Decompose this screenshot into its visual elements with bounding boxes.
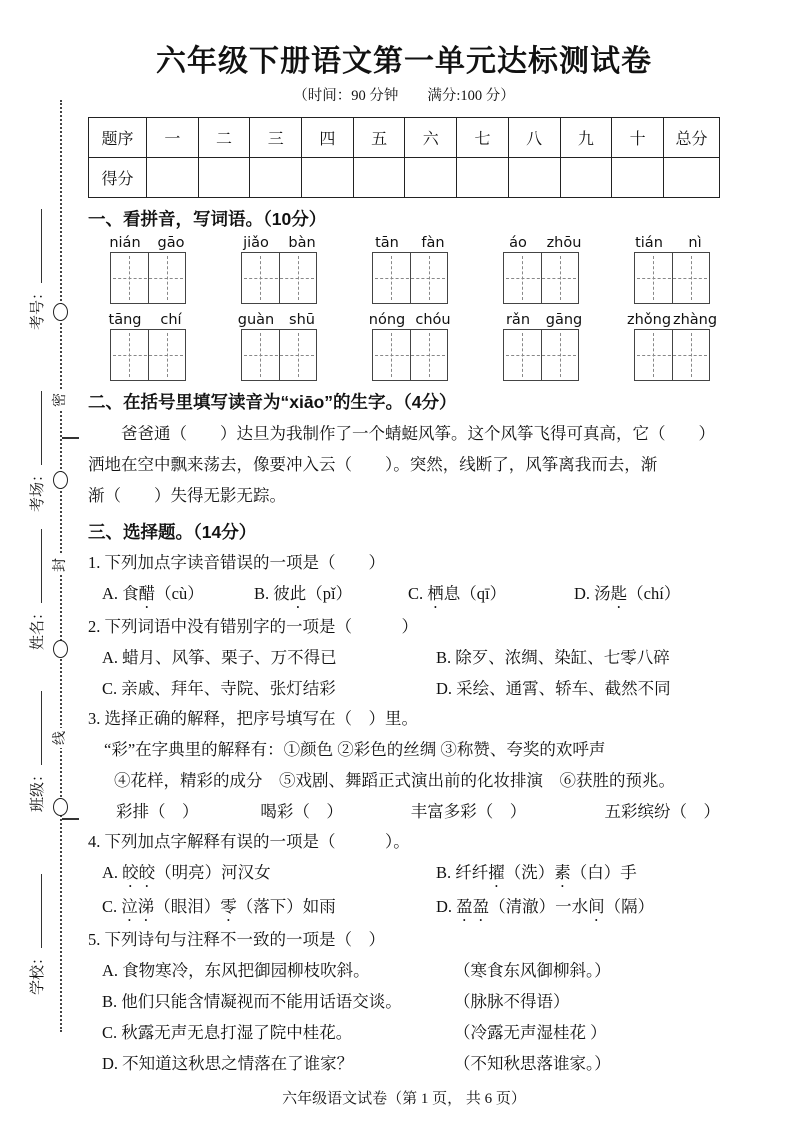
pinyin-label: [626, 312, 718, 328]
option-row: [88, 986, 720, 1017]
option-cell: C. 泣涕（眼泪）零（落下）如雨: [102, 897, 336, 916]
option-cell: D. 采绘、通霄、轿车、截然不同: [436, 679, 671, 698]
pinyin-word-group: [495, 312, 587, 381]
pinyin-word-group: [626, 235, 718, 304]
score-cell-empty: [302, 158, 354, 198]
option-cell: D. 不知道这秋思之情落在了谁家？: [102, 1054, 354, 1073]
writing-cell: [111, 330, 148, 380]
writing-cell: [242, 330, 279, 380]
write-line: [29, 529, 42, 603]
score-cell-empty: [612, 158, 664, 198]
question-stem: 3. 选择正确的解释，把序号填写在（ ）里。: [88, 709, 418, 728]
writing-cell: [279, 253, 317, 303]
binding-circle-icon: [53, 471, 68, 489]
question-stem: 4. 下列加点字解释有误的一项是（ ）。: [88, 832, 410, 851]
paper-title: 六年级下册语文第一单元达标测试卷: [156, 45, 652, 78]
write-line: [29, 391, 42, 465]
question-stem: 5. 下列诗句与注释不一致的一项是（ ）: [88, 930, 385, 949]
pinyin-syllable: jiǎo: [243, 235, 269, 251]
pinyin-syllable: zhàng: [672, 312, 718, 328]
option-cell: D. 盈盈（清澈）一水间（隔）: [436, 897, 655, 916]
section-pinyin: [88, 206, 720, 381]
writing-box: [372, 329, 448, 381]
pinyin-label: [102, 235, 194, 251]
option-cell: （冷露无声湿桂花 ）: [454, 1023, 607, 1042]
side-field-4: [26, 642, 46, 812]
option-cell: C. 秋露无声无息打湿了院中桂花。: [102, 1023, 353, 1042]
pinyin-label: [495, 235, 587, 251]
writing-cell: [373, 253, 410, 303]
binding-line-char: 封: [51, 555, 71, 575]
score-table-header-cell: 七: [457, 118, 509, 158]
binding-circle-icon: [53, 640, 68, 658]
score-table-header-cell: 一: [147, 118, 199, 158]
pinyin-label: [364, 312, 456, 328]
section1-heading: 一、看拼音，写词语。（10分）: [88, 209, 327, 229]
option-cell: 五彩缤纷（ ）: [604, 802, 720, 821]
score-table-header-cell: 总分: [664, 118, 720, 158]
pinyin-label: [233, 312, 325, 328]
writing-box: [503, 252, 579, 304]
writing-cell: [635, 253, 672, 303]
option-cell: C. 亲戚、拜年、寺院、张灯结彩: [102, 679, 336, 698]
writing-cell: [148, 253, 186, 303]
writing-box: [634, 252, 710, 304]
side-field-label: 学校：: [30, 949, 46, 995]
pinyin-syllable: gāo: [157, 235, 185, 251]
score-cell-empty: [508, 158, 560, 198]
writing-cell: [279, 330, 317, 380]
pinyin-syllable: tān: [375, 235, 399, 251]
score-table-header-cell: 二: [198, 118, 250, 158]
writing-box: [372, 252, 448, 304]
pinyin-syllable: fàn: [421, 235, 445, 251]
writing-cell: [672, 330, 710, 380]
option-row: [88, 857, 720, 891]
pinyin-word-group: [102, 235, 194, 304]
writing-box: [110, 329, 186, 381]
section-choice: [88, 519, 720, 1079]
pinyin-word-group: [495, 235, 587, 304]
writing-box: [241, 252, 317, 304]
option-cell: A. 皎皎（明亮）河汉女: [102, 863, 271, 882]
option-cell: A. 食物寒冷，东风把御园柳枝吹斜。: [102, 961, 370, 980]
score-table: [88, 117, 720, 198]
option-cell: A. 蜡月、风筝、栗子、万不得已: [102, 648, 337, 667]
score-row-label: 得分: [89, 158, 147, 198]
score-table-header-cell: 四: [302, 118, 354, 158]
score-cell-empty: [198, 158, 250, 198]
binding-circle-icon: [53, 303, 68, 321]
option-row: [88, 642, 720, 673]
pinyin-label: [495, 312, 587, 328]
question-body-line: ④花样，精彩的成分 ⑤戏剧、舞蹈正式演出前的化妆排演 ⑥获胜的预兆。: [114, 771, 675, 790]
option-row: [88, 578, 720, 612]
option-cell: （不知秋思落谁家。）: [454, 1054, 611, 1073]
question-3: [88, 704, 720, 827]
pinyin-word-group: [364, 312, 456, 381]
writing-cell: [635, 330, 672, 380]
paragraph-line: 爸爸通（ ）达旦为我制作了一个蜻蜓风筝。这个风筝飞得可真高，它（ ）: [121, 424, 715, 443]
pinyin-label: [102, 312, 194, 328]
question-stem: 1. 下列加点字读音错误的一项是（ ）: [88, 553, 385, 572]
writing-box: [503, 329, 579, 381]
score-table-header-cell: 十: [612, 118, 664, 158]
side-field-label: 考号：: [30, 284, 46, 330]
pinyin-syllable: chóu: [415, 312, 451, 328]
pinyin-word-group: [102, 312, 194, 381]
pinyin-label: [626, 235, 718, 251]
pinyin-syllable: nóng: [368, 312, 406, 328]
writing-box: [110, 252, 186, 304]
option-cell: B. 他们只能含情凝视而不能用话语交谈。: [102, 992, 402, 1011]
option-row: [88, 1048, 720, 1079]
side-field-label: 考场：: [30, 466, 46, 512]
option-cell: D. 汤匙（chí）: [574, 584, 681, 603]
score-cell-empty: [560, 158, 612, 198]
question-body-line: “彩”在字典里的解释有：①颜色 ②彩色的丝绸 ③称赞、夸奖的欢呼声: [104, 740, 606, 759]
pinyin-label: [233, 235, 325, 251]
writing-cell: [111, 253, 148, 303]
question-stem: 2. 下列词语中没有错别字的一项是（ ）: [88, 617, 418, 636]
pinyin-row: [88, 235, 720, 304]
pinyin-syllable: rǎn: [505, 312, 531, 328]
write-line: [29, 874, 42, 948]
writing-cell: [410, 253, 448, 303]
writing-cell: [541, 330, 579, 380]
section3-heading: 三、选择题。（14分）: [88, 522, 257, 542]
score-cell-empty: [147, 158, 199, 198]
pinyin-syllable: nì: [688, 235, 702, 251]
pinyin-word-group: [233, 312, 325, 381]
option-row: [88, 1017, 720, 1048]
score-cell-empty: [664, 158, 720, 198]
score-table-header-cell: 九: [560, 118, 612, 158]
writing-cell: [242, 253, 279, 303]
option-cell: C. 栖息（qī）: [408, 584, 507, 603]
option-cell: B. 除歹、浓绸、染缸、七零八碎: [436, 648, 670, 667]
writing-box: [241, 329, 317, 381]
side-field-label: 班级：: [30, 766, 46, 812]
pinyin-word-group: [626, 312, 718, 381]
pinyin-syllable: bàn: [288, 235, 316, 251]
binding-circle-icon: [53, 798, 68, 816]
write-line: [29, 209, 42, 283]
score-cell-empty: [353, 158, 405, 198]
paper-subtitle: （时间：90 分钟 满分:100 分）: [293, 88, 515, 104]
side-field-label: 姓名：: [30, 604, 46, 650]
writing-box: [634, 329, 710, 381]
option-row: [88, 796, 720, 827]
section-xiao: [88, 389, 720, 511]
question-2: [88, 612, 720, 704]
question-1: [88, 548, 720, 612]
writing-cell: [504, 330, 541, 380]
option-cell: 彩排（ ）: [116, 802, 199, 821]
score-table-score-row: [89, 158, 720, 198]
option-cell: 喝彩（ ）: [260, 802, 343, 821]
pinyin-word-group: [233, 235, 325, 304]
side-field-5: [26, 825, 46, 995]
paragraph-line: 渐（ ）失得无影无踪。: [88, 486, 286, 505]
paragraph-line: 洒地在空中飘来荡去，像要冲入云（ ）。突然，线断了，风筝离我而去，渐: [88, 455, 658, 474]
score-table-header-cell: 题序: [89, 118, 147, 158]
score-table-header-cell: 五: [353, 118, 405, 158]
score-cell-empty: [250, 158, 302, 198]
writing-cell: [373, 330, 410, 380]
pinyin-syllable: chí: [160, 312, 182, 328]
page-footer: 六年级语文试卷（第 1 页， 共 6 页）: [282, 1091, 526, 1107]
question-4: [88, 827, 720, 925]
writing-cell: [410, 330, 448, 380]
option-cell: A. 食醋（cù）: [102, 584, 204, 603]
writing-cell: [148, 330, 186, 380]
question-5: [88, 925, 720, 1079]
binding-line-char: 密: [51, 390, 71, 410]
fold-mark: [62, 818, 79, 820]
option-row: [88, 955, 720, 986]
option-row: [88, 891, 720, 925]
pinyin-syllable: tián: [635, 235, 663, 251]
pinyin-syllable: tāng: [108, 312, 142, 328]
binding-line-char: 线: [51, 728, 71, 748]
score-table-header-row: [89, 118, 720, 158]
score-table-header-cell: 八: [508, 118, 560, 158]
writing-cell: [504, 253, 541, 303]
score-cell-empty: [457, 158, 509, 198]
section2-heading: 二、在括号里填写读音为“xiāo”的生字。（4分）: [88, 392, 457, 412]
side-field-1: [26, 160, 46, 330]
option-cell: 丰富多彩（ ）: [410, 802, 527, 821]
pinyin-row: [88, 312, 720, 381]
pinyin-label: [364, 235, 456, 251]
score-table-header-cell: 三: [250, 118, 302, 158]
pinyin-syllable: shū: [289, 312, 315, 328]
pinyin-syllable: zhōu: [546, 235, 582, 251]
pinyin-syllable: nián: [109, 235, 141, 251]
fold-mark: [62, 437, 79, 439]
option-cell: （寒食东风御柳斜。）: [454, 961, 611, 980]
pinyin-syllable: gāng: [545, 312, 583, 328]
option-cell: B. 彼此（pǐ）: [254, 584, 353, 603]
writing-cell: [672, 253, 710, 303]
score-table-header-cell: 六: [405, 118, 457, 158]
pinyin-syllable: guàn: [237, 312, 275, 328]
paper-content: [88, 36, 720, 1108]
option-cell: （脉脉不得语）: [454, 992, 570, 1011]
pinyin-syllable: áo: [509, 235, 527, 251]
write-line: [29, 691, 42, 765]
score-cell-empty: [405, 158, 457, 198]
writing-cell: [541, 253, 579, 303]
side-field-3: [26, 480, 46, 650]
pinyin-syllable: zhǒng: [626, 312, 672, 328]
option-cell: B. 纤纤擢（洗）素（白）手: [436, 863, 637, 882]
option-row: [88, 673, 720, 704]
pinyin-word-group: [364, 235, 456, 304]
